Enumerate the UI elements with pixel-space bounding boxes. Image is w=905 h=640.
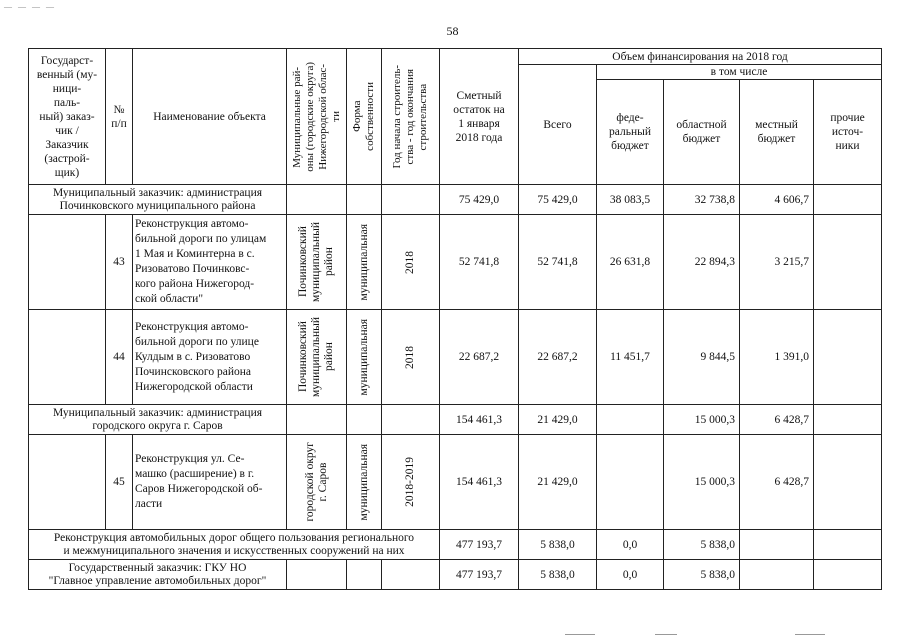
table-row — [29, 310, 882, 405]
remaining-estimate: 154 461,3 — [440, 435, 519, 530]
other-sources — [814, 435, 882, 530]
regional-budget: 15 000,3 — [664, 405, 740, 435]
financing-table — [28, 48, 882, 590]
header-including: в том числе — [597, 65, 882, 80]
row-number: 45 — [106, 435, 133, 530]
page-number: 58 — [446, 24, 459, 38]
construction-years — [382, 405, 440, 435]
federal-budget: 0,0 — [597, 560, 664, 590]
municipality — [287, 405, 347, 435]
local-budget: 1 391,0 — [740, 310, 814, 405]
municipality — [287, 560, 347, 590]
remaining-estimate: 477 193,7 — [440, 530, 519, 560]
section-label: Реконструкция автомобильных дорог общего пользования регионального и межмуниципального значения и искусственных сооружений на них — [29, 530, 440, 560]
customer-label: Муниципальный заказчик: администрация Починковского муниципального района — [29, 185, 287, 215]
group-row — [29, 560, 882, 590]
construction-years: 2018-2019 — [382, 435, 440, 530]
funding-total: 52 741,8 — [519, 215, 597, 310]
funding-total: 21 429,0 — [519, 405, 597, 435]
table-row — [29, 215, 882, 310]
customer-cell — [29, 215, 106, 310]
local-budget: 6 428,7 — [740, 405, 814, 435]
section-row — [29, 530, 882, 560]
customer-label: Государственный заказчик: ГКУ НО "Главное управление автомобильных дорог" — [29, 560, 287, 590]
customer-cell — [29, 310, 106, 405]
other-sources — [814, 185, 882, 215]
header-customer: Государст- венный (му- ници- паль- ный) заказ- чик / Заказчик (застрой- щик) — [29, 49, 106, 185]
funding-total: 22 687,2 — [519, 310, 597, 405]
regional-budget: 32 738,8 — [664, 185, 740, 215]
federal-budget — [597, 405, 664, 435]
municipality — [287, 185, 347, 215]
ownership: муниципальная — [347, 310, 382, 405]
row-number: 43 — [106, 215, 133, 310]
header-local: местный бюджет — [740, 80, 814, 185]
construction-years — [382, 560, 440, 590]
remaining-estimate: 22 687,2 — [440, 310, 519, 405]
local-budget: 3 215,7 — [740, 215, 814, 310]
funding-total: 5 838,0 — [519, 530, 597, 560]
header-remaining: Сметный остаток на 1 января 2018 года — [440, 49, 519, 185]
regional-budget: 9 844,5 — [664, 310, 740, 405]
federal-budget: 11 451,7 — [597, 310, 664, 405]
header-number: № п/п — [106, 49, 133, 185]
municipality: городской округ г. Саров — [287, 435, 347, 530]
object-name: Реконструкция автомо- бильной дороги по улице Кулдым в с. Ризоватово Починсковского района Нижегородской области — [133, 310, 287, 405]
other-sources — [814, 310, 882, 405]
federal-budget: 0,0 — [597, 530, 664, 560]
group-row — [29, 405, 882, 435]
local-budget: 6 428,7 — [740, 435, 814, 530]
header-ownership: Форма собственности — [347, 49, 382, 185]
header-municipality: Муниципальные рай- оны (городские округа) Нижегородской облас- ти — [287, 49, 347, 185]
local-budget — [740, 560, 814, 590]
row-number: 44 — [106, 310, 133, 405]
ownership — [347, 185, 382, 215]
construction-years — [382, 185, 440, 215]
header-total: Всего — [519, 65, 597, 185]
other-sources — [814, 215, 882, 310]
regional-budget: 5 838,0 — [664, 530, 740, 560]
scan-marks-bottom — [0, 630, 905, 640]
header-federal: феде- ральный бюджет — [597, 80, 664, 185]
ownership: муниципальная — [347, 435, 382, 530]
group-row — [29, 185, 882, 215]
municipality: Починковский муниципальный район — [287, 215, 347, 310]
remaining-estimate: 477 193,7 — [440, 560, 519, 590]
ownership — [347, 405, 382, 435]
local-budget — [740, 530, 814, 560]
header-object-name: Наименование объекта — [133, 49, 287, 185]
regional-budget: 15 000,3 — [664, 435, 740, 530]
table-row — [29, 435, 882, 530]
funding-total: 5 838,0 — [519, 560, 597, 590]
municipality: Починковский муниципальный район — [287, 310, 347, 405]
ownership: муниципальная — [347, 215, 382, 310]
construction-years: 2018 — [382, 310, 440, 405]
object-name: Реконструкция автомо- бильной дороги по улицам 1 Мая и Коминтерна в с. Ризоватово Починковс- кого района Нижегород- ской области" — [133, 215, 287, 310]
header-years: Год начала строитель- ства - год окончания строительства — [382, 49, 440, 185]
remaining-estimate: 52 741,8 — [440, 215, 519, 310]
federal-budget: 38 083,5 — [597, 185, 664, 215]
remaining-estimate: 154 461,3 — [440, 405, 519, 435]
funding-total: 75 429,0 — [519, 185, 597, 215]
regional-budget: 5 838,0 — [664, 560, 740, 590]
federal-budget — [597, 435, 664, 530]
customer-cell — [29, 435, 106, 530]
local-budget: 4 606,7 — [740, 185, 814, 215]
remaining-estimate: 75 429,0 — [440, 185, 519, 215]
object-name: Реконструкция ул. Се- машко (расширение) в г. Саров Нижегородской об- ласти — [133, 435, 287, 530]
ownership — [347, 560, 382, 590]
customer-label: Муниципальный заказчик: администрация городского округа г. Саров — [29, 405, 287, 435]
header-other: прочие источ- ники — [814, 80, 882, 185]
other-sources — [814, 560, 882, 590]
other-sources — [814, 405, 882, 435]
regional-budget: 22 894,3 — [664, 215, 740, 310]
construction-years: 2018 — [382, 215, 440, 310]
federal-budget: 26 631,8 — [597, 215, 664, 310]
scan-marks: — — — — — [4, 2, 56, 11]
funding-total: 21 429,0 — [519, 435, 597, 530]
other-sources — [814, 530, 882, 560]
header-funding: Объем финансирования на 2018 год — [519, 49, 882, 65]
header-regional: областной бюджет — [664, 80, 740, 185]
